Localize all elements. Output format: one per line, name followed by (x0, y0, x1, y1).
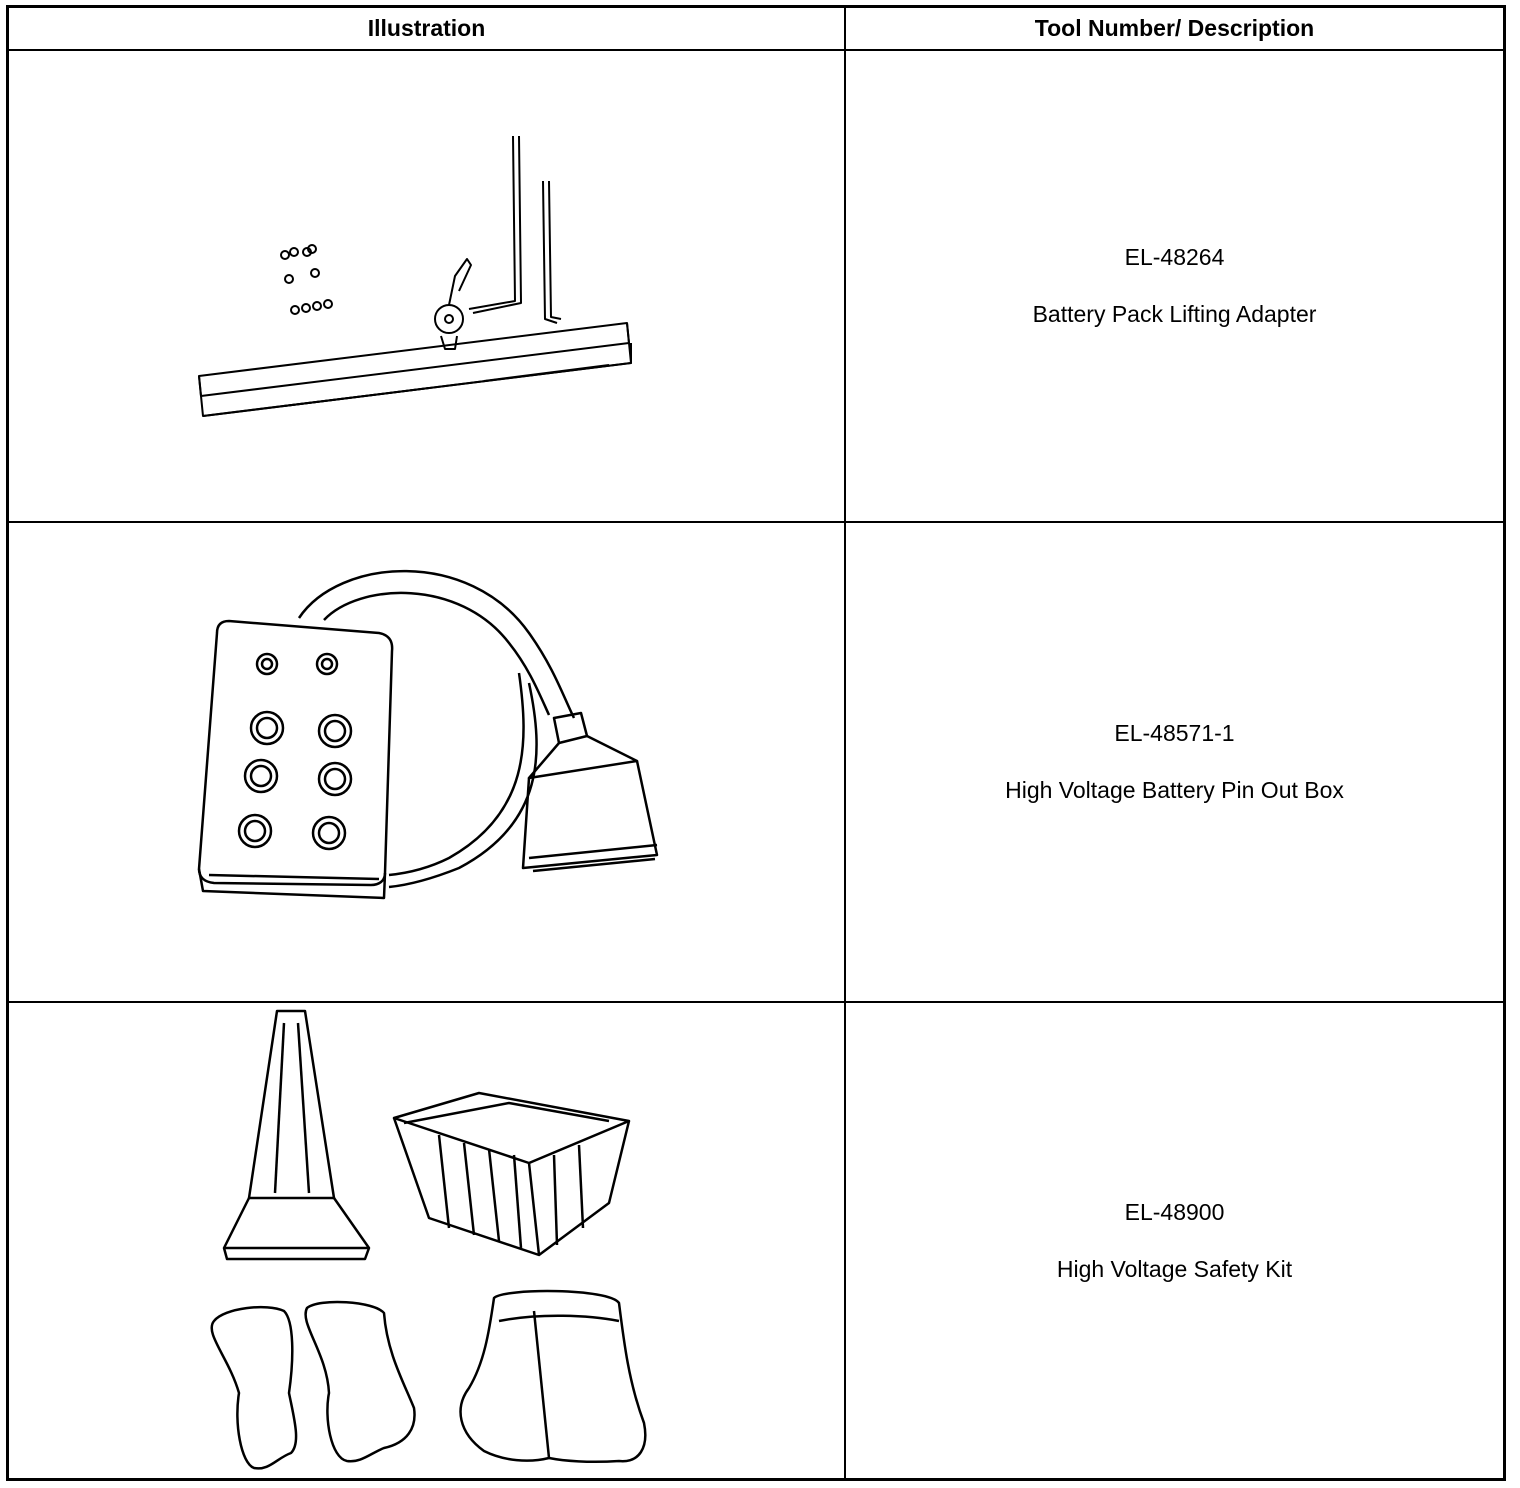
table-row-tool (846, 523, 1503, 1001)
tool-description: High Voltage Safety Kit (1056, 1255, 1293, 1282)
tool-number: EL-48571-1 (1114, 720, 1235, 746)
table-row-illustration (9, 523, 844, 1001)
header-tool-description: Tool Number/ Description (1034, 15, 1315, 41)
table-row-illustration (9, 1003, 844, 1478)
lifting-adapter-icon (9, 51, 844, 521)
table-row-illustration (9, 51, 844, 521)
tool-number: EL-48900 (1124, 1198, 1225, 1225)
table-row-tool (846, 1003, 1503, 1478)
tool-table (6, 5, 1506, 1481)
table-row-tool (846, 51, 1503, 521)
pin-out-box-icon (9, 523, 844, 1001)
header-illustration: Illustration (367, 15, 486, 41)
safety-kit-icon (9, 1003, 844, 1478)
tool-description: High Voltage Battery Pin Out Box (1005, 777, 1344, 803)
tool-description: Battery Pack Lifting Adapter (1032, 301, 1317, 327)
tool-number: EL-48264 (1124, 244, 1225, 270)
